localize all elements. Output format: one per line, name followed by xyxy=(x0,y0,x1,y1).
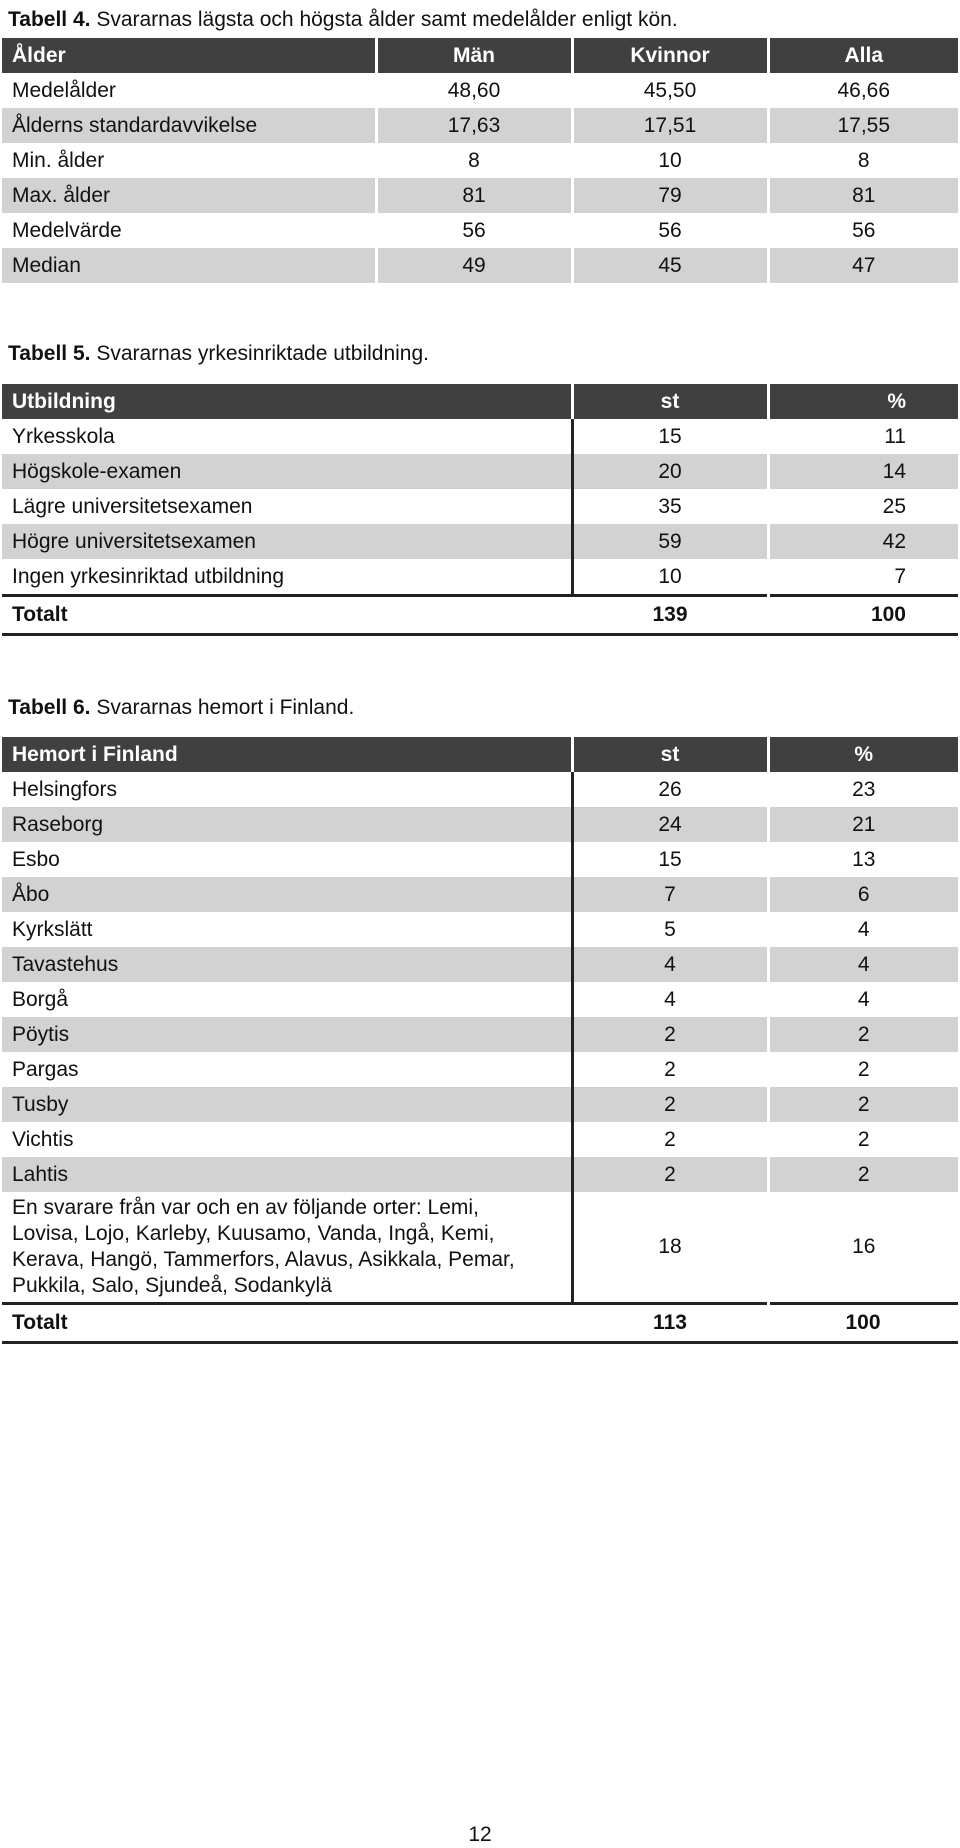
table4-cell: Min. ålder xyxy=(12,148,105,172)
table5-header-cell: % xyxy=(768,384,958,419)
table5-row xyxy=(2,524,958,559)
table5-total-cell: 139 xyxy=(572,596,768,635)
table6-row xyxy=(2,877,958,912)
table4-row xyxy=(2,108,958,143)
table6-caption-text: Svararnas hemort i Finland. xyxy=(96,696,355,719)
text-line: Pukkila, Salo, Sjundeå, Sodankylä xyxy=(12,1274,332,1297)
table5-cell: 10 xyxy=(658,564,682,588)
table4-row xyxy=(2,143,958,178)
table4-header-row xyxy=(2,38,958,73)
table4-header-cell: Alla xyxy=(768,38,958,73)
table4-row xyxy=(2,248,958,283)
table6-cell: 4 xyxy=(572,947,768,982)
table4-caption-text: Svararnas lägsta och högsta ålder samt medelålder enligt kön. xyxy=(96,8,678,31)
table4-cell: 17,51 xyxy=(572,108,768,143)
table6-cell: 2 xyxy=(572,1017,768,1052)
table4-row xyxy=(2,73,958,108)
table6-row xyxy=(2,772,958,807)
table4-cell: 56 xyxy=(376,213,572,248)
table6-cell: Vichtis xyxy=(2,1122,572,1157)
table5-cell: 15 xyxy=(658,424,682,448)
table6-row xyxy=(2,1052,958,1087)
table4-cell: Max. ålder xyxy=(2,178,376,213)
table4-cell: 45,50 xyxy=(572,73,768,108)
table4-cell: 81 xyxy=(376,178,572,213)
table5-caption-text: Svararnas yrkesinriktade utbildning. xyxy=(96,342,429,365)
table6-cell: 21 xyxy=(768,807,958,842)
table6-other-towns-cell xyxy=(2,1192,572,1304)
table6-total-row xyxy=(2,1304,958,1343)
table4-cell: Medelvärde xyxy=(12,218,122,242)
table6-cell: 13 xyxy=(768,842,958,877)
table4-cell: Ålderns standardavvikelse xyxy=(2,108,376,143)
table4-cell: 47 xyxy=(768,248,958,283)
table6-cell: 7 xyxy=(572,877,768,912)
table4-header-cell: Kvinnor xyxy=(572,38,768,73)
table5-cell: 20 xyxy=(572,454,768,489)
table6-header-cell: st xyxy=(572,737,768,772)
table5-row xyxy=(2,559,958,596)
table5-row xyxy=(2,454,958,489)
table5 xyxy=(2,384,958,636)
table5-cell: Ingen yrkesinriktad utbildning xyxy=(2,559,572,596)
table6-cell: 15 xyxy=(658,847,682,871)
table6-cell: 24 xyxy=(572,807,768,842)
table6-cell: 2 xyxy=(572,1157,768,1192)
table5-header-cell: Utbildning xyxy=(2,384,572,419)
table5-caption-label: Tabell 5. xyxy=(8,342,91,365)
table5-row xyxy=(2,489,958,524)
table6-cell: Tusby xyxy=(2,1087,572,1122)
table6-cell: 23 xyxy=(768,772,958,807)
table6-cell: Helsingfors xyxy=(2,772,572,807)
table6-row xyxy=(2,912,958,947)
table6-cell: 4 xyxy=(664,987,676,1011)
page-number: 12 xyxy=(468,1823,492,1846)
table4-header-cell: Män xyxy=(376,38,572,73)
table6-cell: 16 xyxy=(768,1192,958,1304)
table6-cell: 2 xyxy=(768,1052,958,1087)
table4-cell: 17,63 xyxy=(376,108,572,143)
table4-row xyxy=(2,213,958,248)
table6-cell: Åbo xyxy=(2,877,572,912)
table5-cell: 42 xyxy=(768,524,958,559)
table4-cell: 45 xyxy=(572,248,768,283)
table5-caption xyxy=(8,342,429,366)
table4-caption-label: Tabell 4. xyxy=(8,8,91,31)
table6-cell: Raseborg xyxy=(2,807,572,842)
table4-cell: 79 xyxy=(572,178,768,213)
table4-row xyxy=(2,178,958,213)
table4 xyxy=(2,38,958,283)
table6-cell: 5 xyxy=(664,917,676,941)
table6-cell: 2 xyxy=(768,1087,958,1122)
table6-cell: Tavastehus xyxy=(2,947,572,982)
table6-total-cell: 113 xyxy=(572,1304,768,1343)
table5-cell: Lägre universitetsexamen xyxy=(2,489,572,524)
table6-cell: 2 xyxy=(768,1017,958,1052)
table4-cell: Medelålder xyxy=(12,78,116,102)
table5-cell: Högskole-examen xyxy=(2,454,572,489)
table6-cell: 2 xyxy=(572,1087,768,1122)
table4-cell: 56 xyxy=(768,213,958,248)
table6-header-cell: % xyxy=(768,737,958,772)
table4-cell: 49 xyxy=(376,248,572,283)
table6-cell: Pöytis xyxy=(2,1017,572,1052)
table6-row xyxy=(2,1017,958,1052)
table6-cell: Borgå xyxy=(2,982,572,1017)
table6-row xyxy=(2,807,958,842)
table6-cell: 2 xyxy=(664,1127,676,1151)
table4-cell: 8 xyxy=(376,143,572,178)
text-line: En svarare från var och en av följande orter: Lemi, xyxy=(12,1196,479,1219)
table6-cell: Lahtis xyxy=(2,1157,572,1192)
table4-cell: 46,66 xyxy=(768,73,958,108)
table6-total-label: Totalt xyxy=(2,1304,572,1343)
table6-row xyxy=(2,1157,958,1192)
table4-cell: 8 xyxy=(768,143,958,178)
table6-cell: 4 xyxy=(768,982,958,1017)
text-line: Kerava, Hangö, Tammerfors, Alavus, Asikkala, Pemar, xyxy=(12,1248,515,1271)
table5-cell: 14 xyxy=(768,454,958,489)
table6-cell: 2 xyxy=(664,1057,676,1081)
table6-header-row xyxy=(2,737,958,772)
table6-cell: 6 xyxy=(768,877,958,912)
table6-cell: 2 xyxy=(768,1157,958,1192)
table6-caption-label: Tabell 6. xyxy=(8,696,91,719)
table6-row xyxy=(2,842,958,877)
table6-cell: Esbo xyxy=(2,842,572,877)
table4-caption xyxy=(8,8,678,32)
table4-cell: 48,60 xyxy=(376,73,572,108)
table5-total-row xyxy=(2,596,958,635)
table4-cell: 81 xyxy=(768,178,958,213)
table6-row xyxy=(2,947,958,982)
text-line: Lovisa, Lojo, Karleby, Kuusamo, Vanda, Ingå, Kemi, xyxy=(12,1222,495,1245)
table5-total-label: Totalt xyxy=(2,596,572,635)
table4-header-cell: Ålder xyxy=(2,38,376,73)
table5-cell: 35 xyxy=(658,494,682,518)
table5-cell: 59 xyxy=(572,524,768,559)
table5-cell: 7 xyxy=(768,559,958,596)
table5-header-row xyxy=(2,384,958,419)
table6-row xyxy=(2,1122,958,1157)
table6-cell: 4 xyxy=(768,947,958,982)
table6-cell: Pargas xyxy=(2,1052,572,1087)
table4-cell: Median xyxy=(2,248,376,283)
table5-cell: 25 xyxy=(768,489,958,524)
table5-total-cell: 100 xyxy=(768,596,958,635)
table5-cell: Yrkesskola xyxy=(2,419,572,454)
table5-cell: Högre universitetsexamen xyxy=(2,524,572,559)
table6-cell: 18 xyxy=(658,1235,682,1258)
table6-cell: 4 xyxy=(768,912,958,947)
table5-row xyxy=(2,419,958,454)
table6-cell: 26 xyxy=(658,777,682,801)
table4-cell: 17,55 xyxy=(768,108,958,143)
table6-header-cell: Hemort i Finland xyxy=(2,737,572,772)
table5-cell: 11 xyxy=(768,419,958,454)
table4-cell: 56 xyxy=(572,213,768,248)
table6-cell: Kyrkslätt xyxy=(2,912,572,947)
table5-header-cell: st xyxy=(572,384,768,419)
table6-caption xyxy=(8,696,354,720)
table6-other-towns-row xyxy=(2,1192,958,1304)
table6-row xyxy=(2,982,958,1017)
table6-row xyxy=(2,1087,958,1122)
table6-cell: 2 xyxy=(768,1122,958,1157)
table4-cell: 10 xyxy=(572,143,768,178)
table6 xyxy=(2,737,958,1344)
table6-total-cell: 100 xyxy=(768,1304,958,1343)
